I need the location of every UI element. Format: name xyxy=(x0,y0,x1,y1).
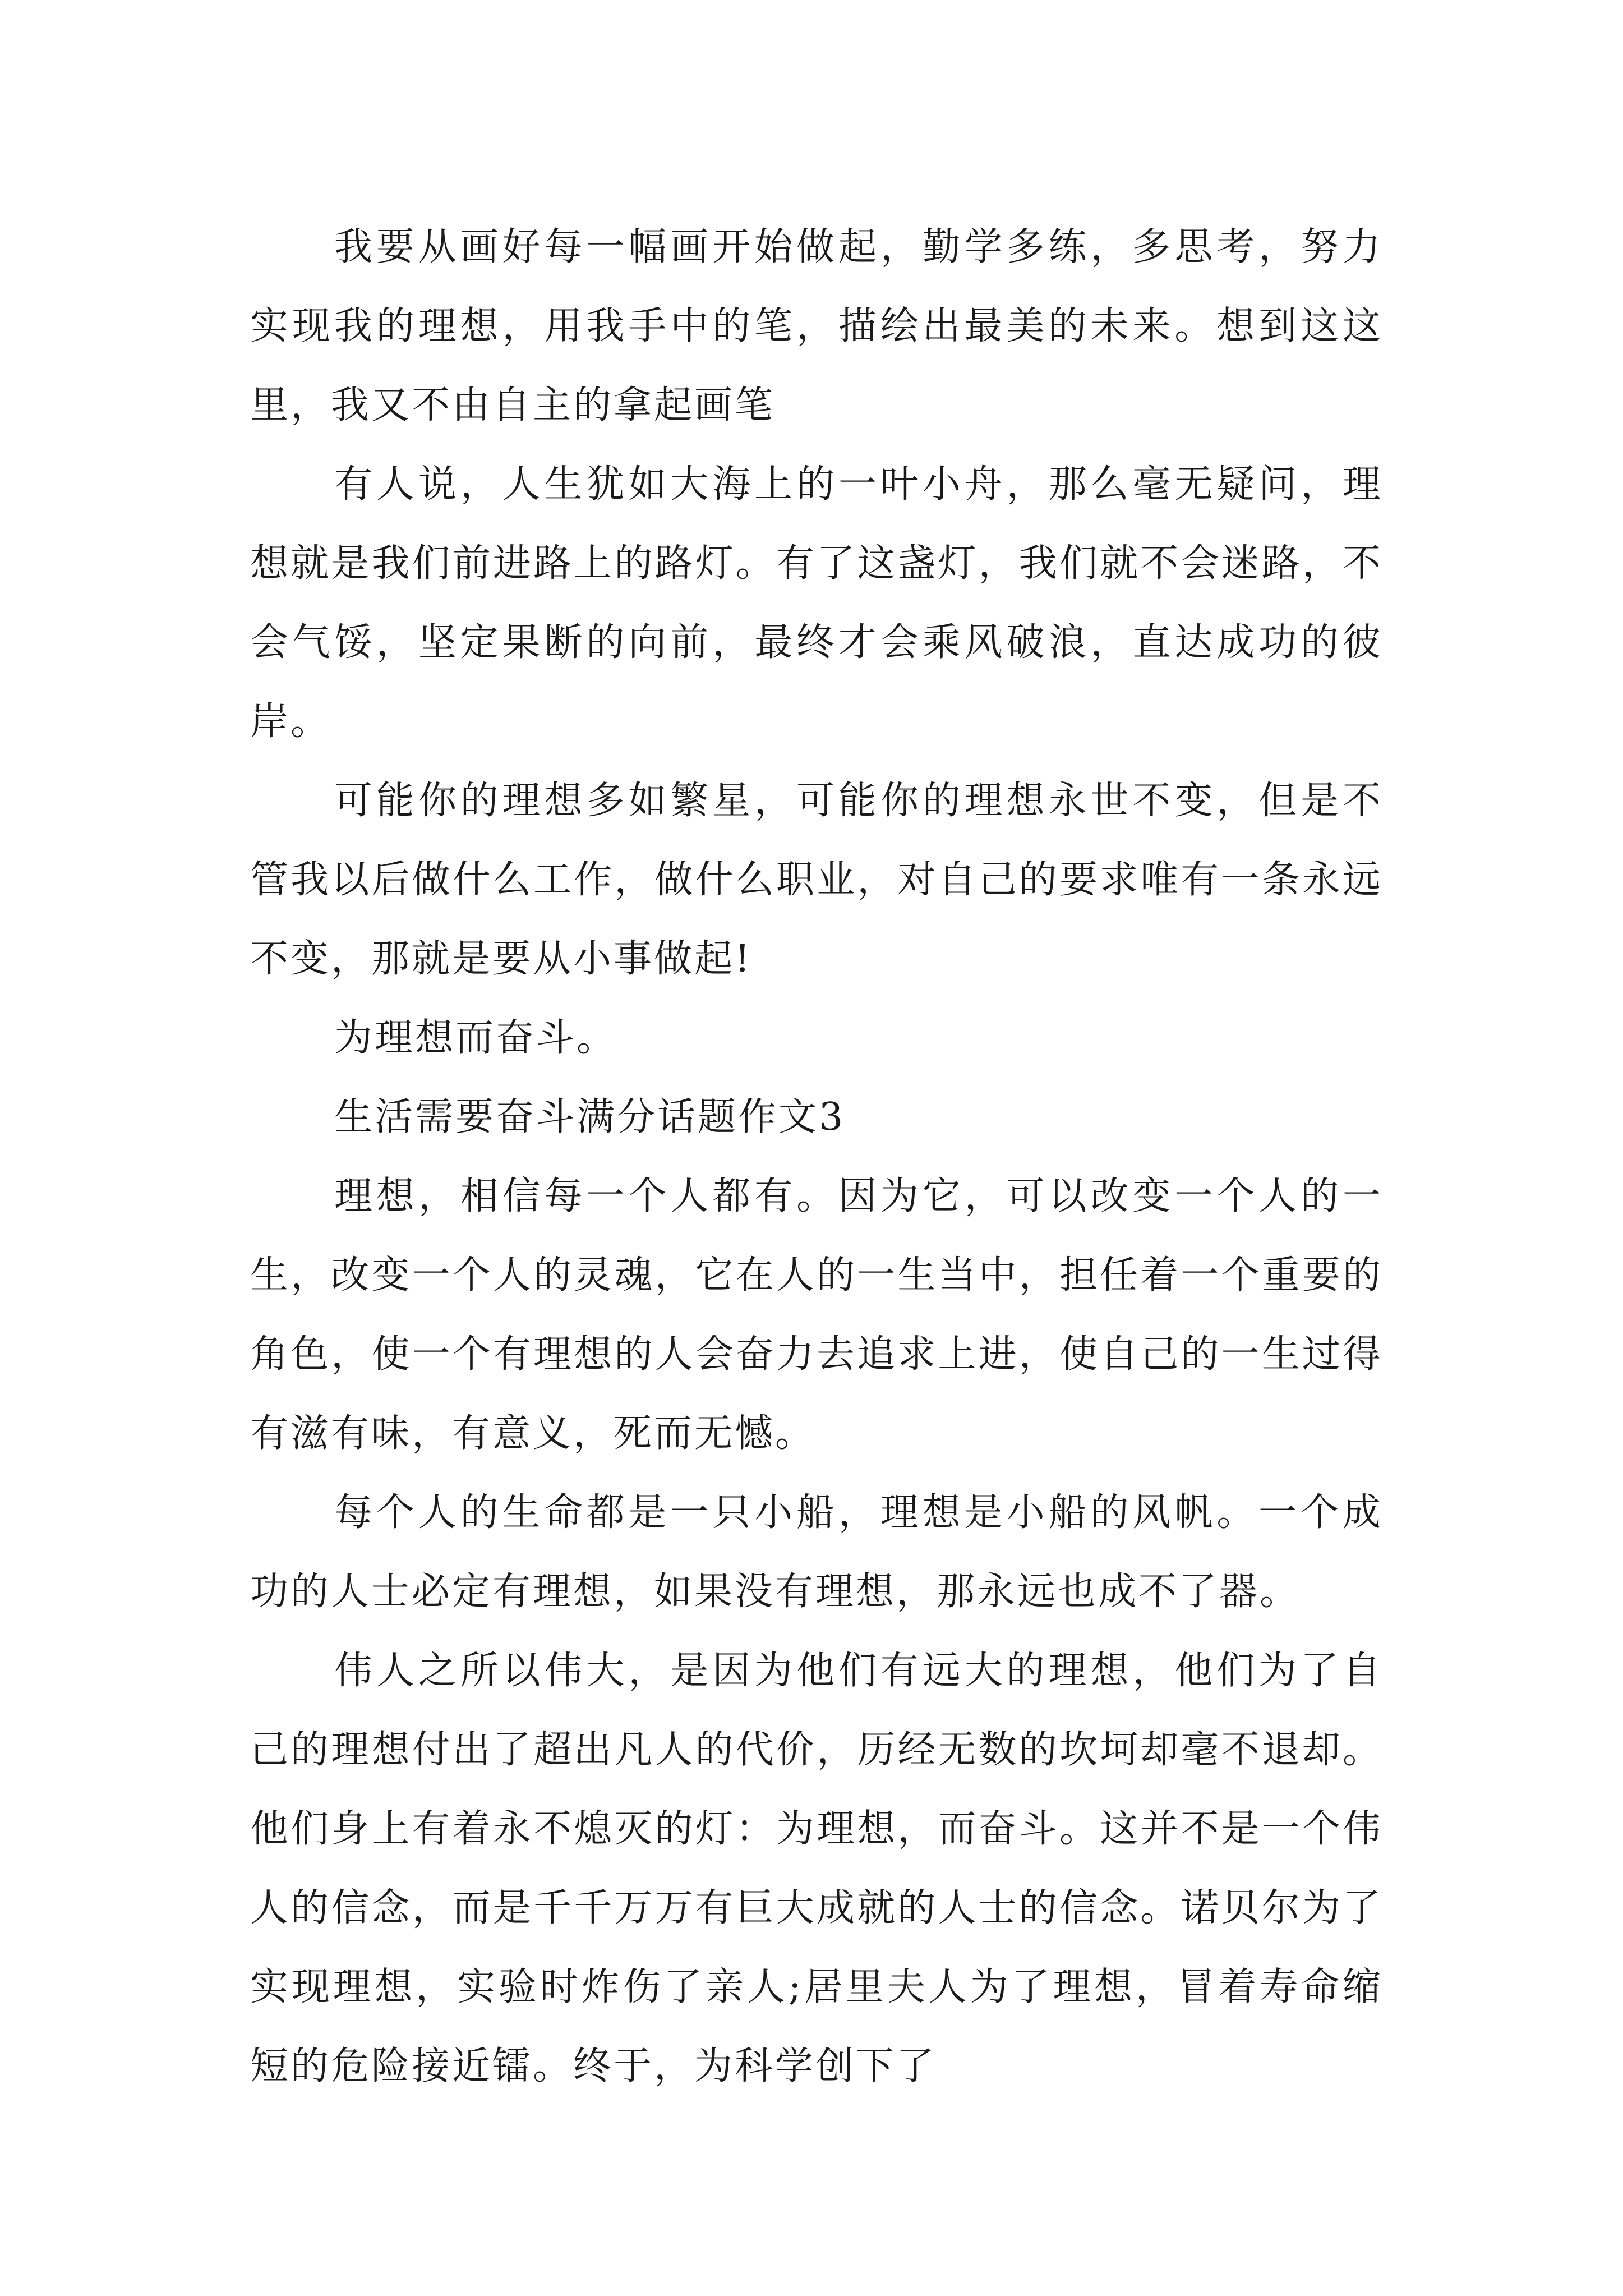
paragraph: 伟人之所以伟大，是因为他们有远大的理想，他们为了自己的理想付出了超出凡人的代价，历经无数的坎坷却毫不退却。他们身上有着永不熄灭的灯：为理想，而奋斗。这并不是一个伟人的信念，而是千千万万有巨大成就的人士的信念。诺贝尔为了实现理想，实验时炸伤了亲人;居里夫人为了理想，冒着寿命缩短的危险接近镭。终于，为科学创下了 xyxy=(250,1649,1383,2088)
paragraph: 理想，相信每一个人都有。因为它，可以改变一个人的一生，改变一个人的灵魂，它在人的一生当中，担任着一个重要的角色，使一个有理想的人会奋力去追求上进，使自己的一生过得有滋有味，有意义，死而无憾。 xyxy=(250,1174,1383,1456)
document-body xyxy=(250,208,1383,2106)
section-heading: 生活需要奋斗满分话题作文3 xyxy=(334,1095,846,1139)
paragraph: 可能你的理想多如繁星，可能你的理想永世不变，但是不管我以后做什么工作，做什么职业，对自己的要求唯有一条永远不变，那就是要从小事做起! xyxy=(250,779,1383,981)
paragraph: 为理想而奋斗。 xyxy=(334,1016,617,1060)
paragraph: 有人说，人生犹如大海上的一叶小舟，那么毫无疑问，理想就是我们前进路上的路灯。有了这盏灯，我们就不会迷路，不会气馁，坚定果断的向前，最终才会乘风破浪，直达成功的彼岸。 xyxy=(250,462,1383,744)
paragraph: 每个人的生命都是一只小船，理想是小船的风帆。一个成功的人士必定有理想，如果没有理想，那永远也成不了器。 xyxy=(250,1490,1383,1614)
paragraph: 我要从画好每一幅画开始做起，勤学多练，多思考，努力实现我的理想，用我手中的笔，描绘出最美的未来。想到这这里，我又不由自主的拿起画笔 xyxy=(250,225,1383,427)
